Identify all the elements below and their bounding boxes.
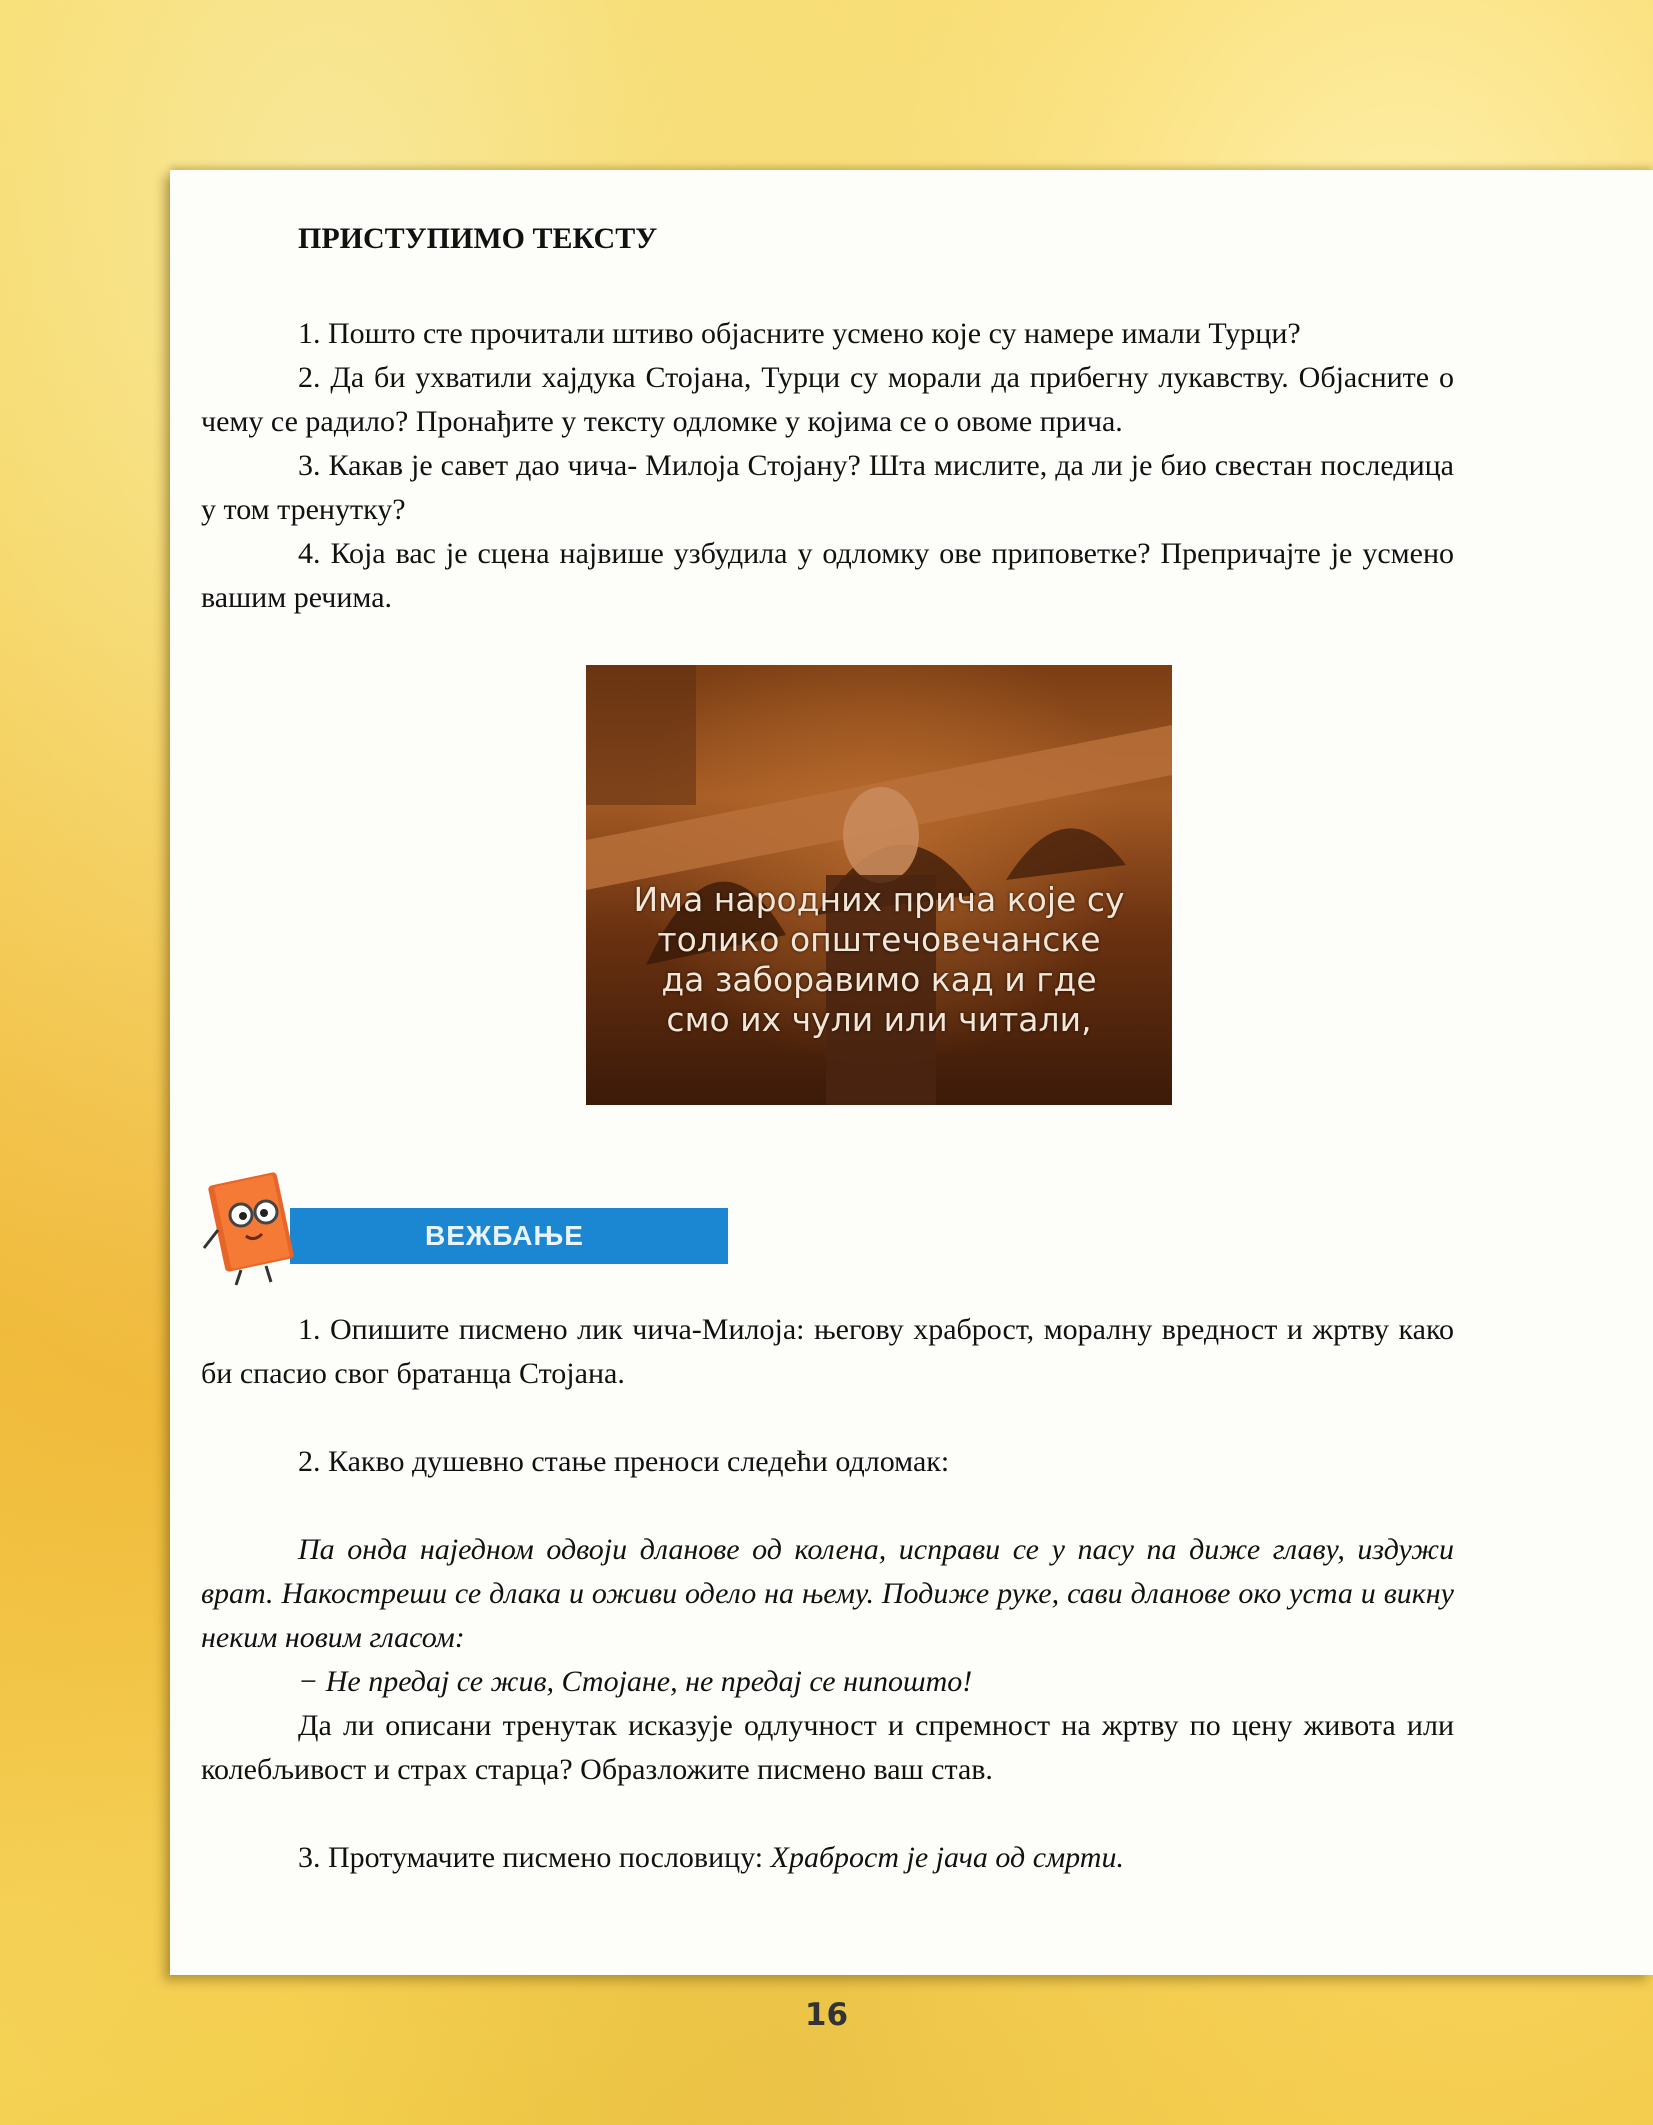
section-heading: ПРИСТУПИМО ТЕКСТУ xyxy=(298,222,658,255)
proverb: Храброст је јача од смрти. xyxy=(770,1841,1124,1874)
quote-italic: Па онда наједном одвоји дланове од колена, исправи се у пасу па диже главу, издужи врат. Накостреши се длака и оживи одело на њему. Подиже руке, сави дланове око уста и викну неким новим гласом: xyxy=(201,1533,1454,1654)
exercise-item-3 xyxy=(201,1836,1454,1880)
quote-line xyxy=(201,1660,1454,1704)
exercise-item-2 xyxy=(201,1440,1454,1484)
item-3-prefix: 3. Протумачите писмено пословицу: xyxy=(298,1841,771,1874)
question-2: 2. Да би ухватили хајдука Стојана, Турци су морали да прибегну лукавству. Објасните о чему се радило? Пронађите у тексту одломке у којима се о овоме прича. xyxy=(201,361,1454,438)
quote-photo xyxy=(586,665,1172,1105)
quote-text xyxy=(201,1528,1454,1660)
exercise-question: Да ли описани тренутак исказује одлучност и спремност на жртву по цену живота или колебљивост и страх старца? Образложите писмено ваш став. xyxy=(201,1709,1454,1786)
book-mascot-icon xyxy=(196,1170,306,1290)
question-3: 3. Какав је савет дао чича- Милоја Стојану? Шта мислите, да ли је био свестан последица у том тренутку? xyxy=(201,449,1454,526)
exercise-item-1 xyxy=(201,1308,1454,1396)
exercise-quote-block xyxy=(201,1528,1454,1792)
questions-list xyxy=(201,312,1454,620)
page-number: 16 xyxy=(804,1997,849,2033)
exercise-item-1-text: 1. Опишите писмено лик чича-Милоја: његову храброст, моралну вредност и жртву како би спасио свог братанца Стојана. xyxy=(201,1313,1454,1390)
caption-line: толико општечовечанске xyxy=(657,920,1101,959)
quote-line-italic: − Не предај се жив, Стојане, не предај се нипошто! xyxy=(298,1665,973,1698)
exercise-label: ВЕЖБАЊЕ xyxy=(425,1220,584,1251)
exercise-item-2-text: 2. Какво душевно стање преноси следећи одломак: xyxy=(298,1445,950,1478)
exercise-item-3-text xyxy=(201,1836,1454,1880)
question-4: 4. Која вас је сцена највише узбудила у одломку ове приповетке? Препричајте је усмено вашим речима. xyxy=(201,537,1454,614)
caption-line: да заборавимо кад и где xyxy=(661,960,1097,999)
caption-line: Има народних прича које су xyxy=(633,880,1125,919)
question-1: 1. Пошто сте прочитали штиво објасните усмено које су намере имали Турци? xyxy=(298,317,1301,350)
caption-line: смо их чули или читали, xyxy=(666,1000,1092,1039)
photo-caption xyxy=(586,880,1172,1040)
